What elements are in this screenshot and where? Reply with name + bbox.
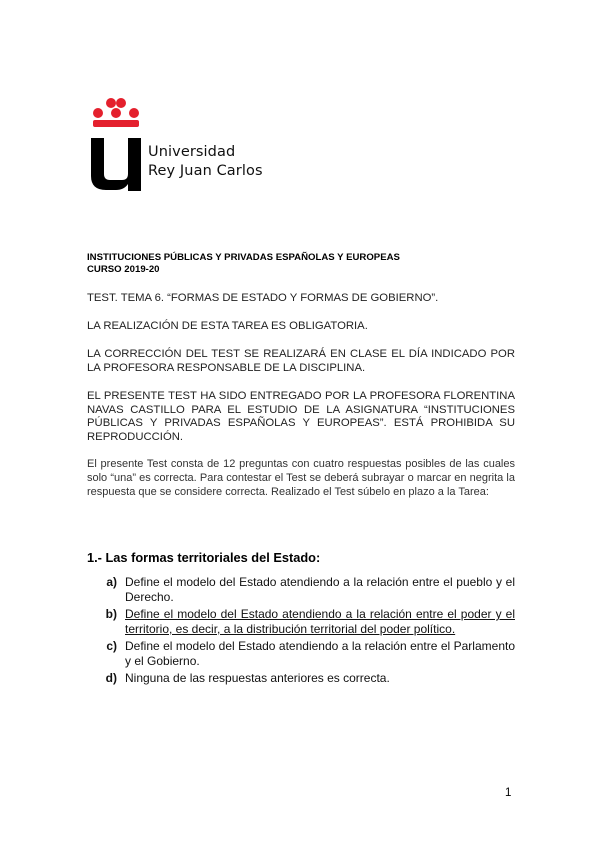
copyright-notice: EL PRESENTE TEST HA SIDO ENTREGADO POR LA PROFESORA FLORENTINA NAVAS CASTILLO PARA EL ESTUDIO DE LA ASIGNATURA “INSTITUCIONES PÚBLICAS Y PRIVADAS ESPAÑOLAS Y EUROPEAS”. ESTÁ PROHIBIDA SU REPRODUCCIÓN. bbox=[87, 390, 515, 443]
answer-letter: c) bbox=[106, 639, 117, 653]
answer-text: Define el modelo del Estado atendiendo a la relación entre el pueblo y el Derecho. bbox=[125, 575, 515, 604]
course-header bbox=[87, 252, 515, 276]
course-title: INSTITUCIONES PÚBLICAS Y PRIVADAS ESPAÑOLAS Y EUROPEAS bbox=[87, 252, 400, 263]
question-title: 1.- Las formas territoriales del Estado: bbox=[87, 550, 321, 565]
university-logo bbox=[88, 96, 268, 196]
test-title: TEST. TEMA 6. “FORMAS DE ESTADO Y FORMAS DE GOBIERNO”. bbox=[87, 292, 439, 304]
urjc-emblem bbox=[88, 96, 146, 196]
answer-text: Define el modelo del Estado atendiendo a la relación entre el Parlamento y el Gobierno. bbox=[125, 639, 515, 668]
answer-text: Define el modelo del Estado atendiendo a la relación entre el poder y el territorio, es decir, a la distribución territorial del poder político. bbox=[125, 607, 515, 636]
logo-text-universidad: Universidad bbox=[148, 144, 236, 160]
answer-letter: a) bbox=[106, 575, 117, 589]
answer-option-d[interactable] bbox=[95, 671, 515, 686]
answer-option-c[interactable] bbox=[95, 639, 515, 669]
mandatory-notice: LA REALIZACIÓN DE ESTA TAREA ES OBLIGATORIA. bbox=[87, 320, 368, 332]
answer-list bbox=[95, 575, 515, 688]
answer-letter: d) bbox=[105, 671, 117, 685]
answer-option-b-selected[interactable] bbox=[95, 607, 515, 637]
answer-letter: b) bbox=[105, 607, 117, 621]
answer-text: Ninguna de las respuestas anteriores es correcta. bbox=[125, 671, 390, 685]
logo-text-rey-juan-carlos: Rey Juan Carlos bbox=[148, 163, 263, 179]
answer-option-a[interactable] bbox=[95, 575, 515, 605]
instructions-paragraph: El presente Test consta de 12 preguntas con cuatro respuestas posibles de las cuales solo “una” es correcta. Para contestar el Test se deberá subrayar o marcar en negrita la respuesta que se considere correcta. Realizado el Test súbelo en plazo a la Tarea: bbox=[87, 458, 515, 499]
page-number: 1 bbox=[505, 787, 512, 799]
correction-notice: LA CORRECCIÓN DEL TEST SE REALIZARÁ EN CLASE EL DÍA INDICADO POR LA PROFESORA RESPONSABLE DE LA DISCIPLINA. bbox=[87, 348, 515, 374]
course-year: CURSO 2019-20 bbox=[87, 264, 160, 275]
